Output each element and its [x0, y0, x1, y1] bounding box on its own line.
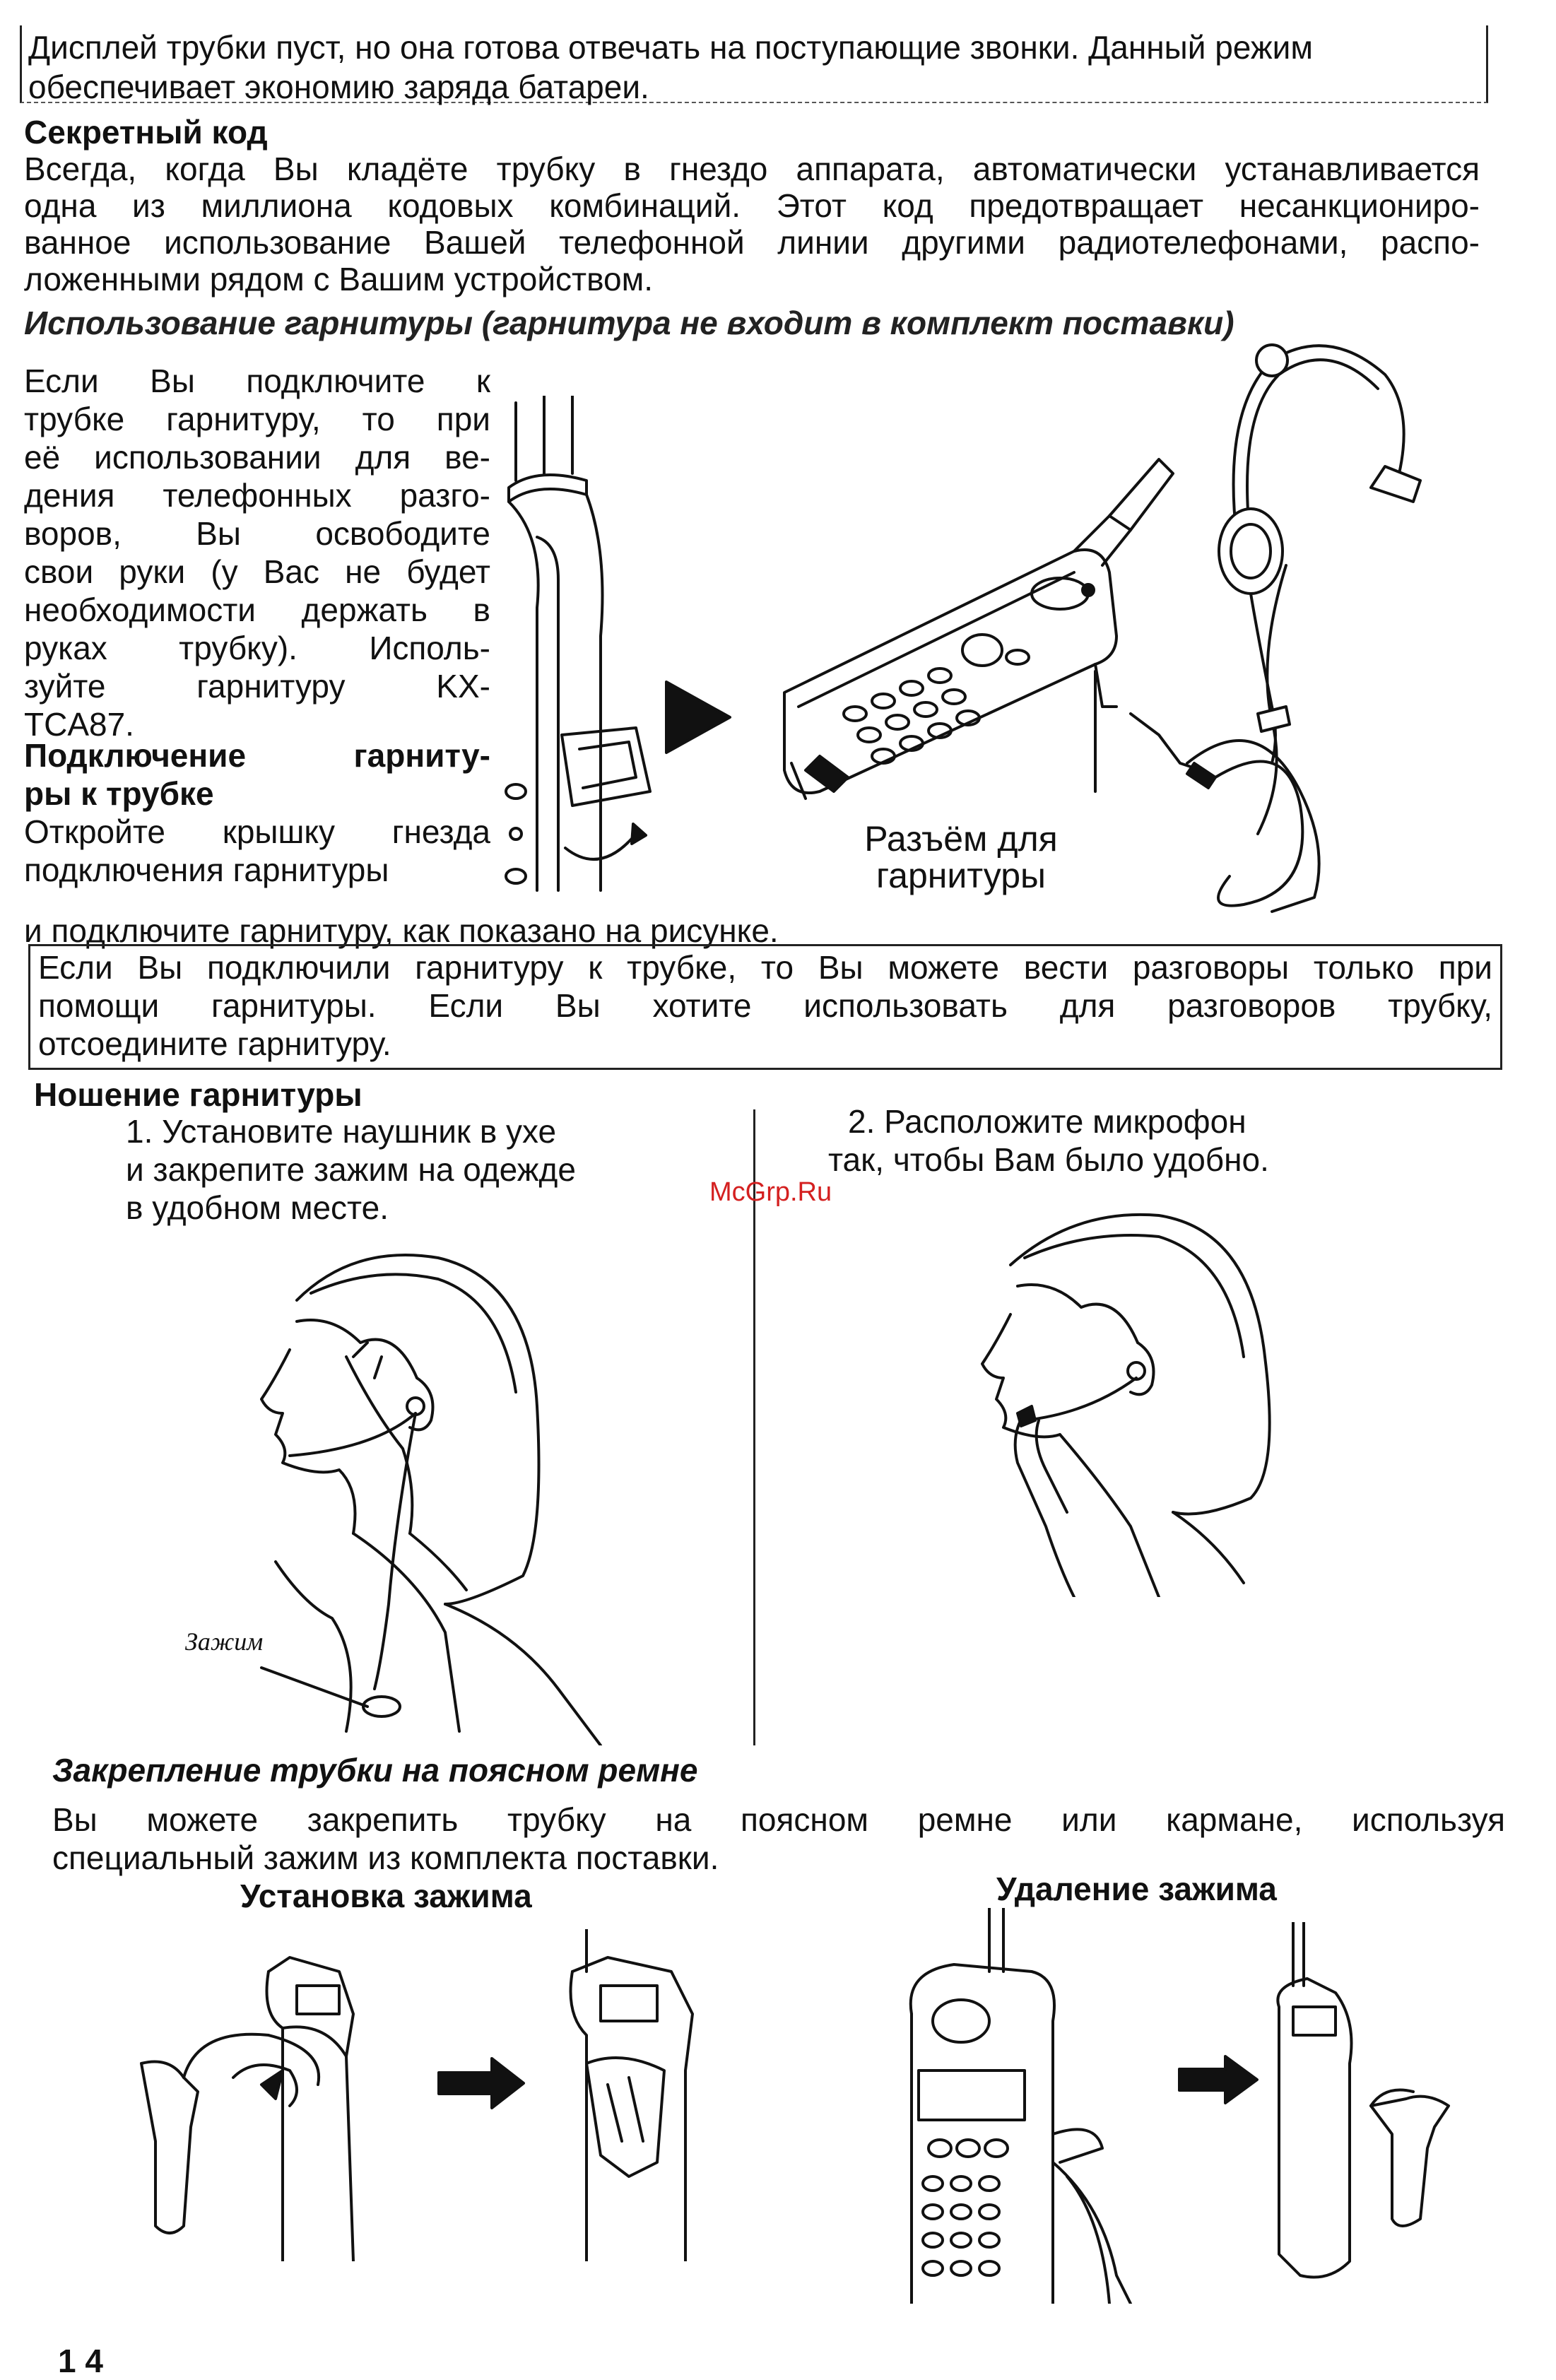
headset-note-line-2: помощи гарнитуры. Если Вы хотите использовать для разговоров трубку,	[38, 987, 1492, 1024]
headset-note-line-1: Если Вы подключили гарнитуру к трубке, то Вы можете вести разговоры только при	[38, 949, 1492, 986]
arrow-right-icon	[1176, 2055, 1261, 2104]
headset-intro-line-7: необходимости держать в	[24, 591, 490, 628]
connect-heading-line-2: ры к трубке	[24, 775, 214, 812]
remove-clip-step1-illustration	[890, 1908, 1166, 2304]
headset-note-line-3: отсоедините гарнитуру.	[38, 1025, 391, 1062]
top-note-line-2: обеспечивает экономию заряда батареи.	[28, 69, 649, 105]
wearing-step1-line-2: и закрепите зажим на одежде	[126, 1151, 576, 1188]
secret-code-heading: Секретный код	[24, 114, 268, 151]
remove-clip-step2-illustration	[1265, 1922, 1498, 2290]
headset-intro-line-1: Если Вы подключите к	[24, 363, 490, 399]
install-clip-title: Установка зажима	[240, 1878, 532, 1914]
headset-intro-line-6: свои руки (у Вас не будет	[24, 553, 490, 590]
headset-intro-line-8: руках трубку). Исполь-	[24, 630, 490, 666]
wearing-heading: Ношение гарнитуры	[34, 1076, 363, 1113]
wearing-step1-line-3: в удобном месте.	[126, 1189, 389, 1226]
belt-heading: Закрепление трубки на поясном ремне	[52, 1752, 698, 1789]
belt-line-2: специальный зажим из комплекта поставки.	[52, 1839, 719, 1876]
secret-code-line-1: Всегда, когда Вы кладёте трубку в гнездо аппарата, автоматически устанавливается	[24, 151, 1480, 187]
headset-intro-line-9: зуйте гарнитуру KX-	[24, 668, 490, 705]
arrow-right-icon	[435, 2055, 527, 2111]
secret-code-line-2: одна из миллиона кодовых комбинаций. Этот код предотвращает несанкциониро-	[24, 187, 1480, 224]
secret-code-line-4: ложенными рядом с Вашим устройством.	[24, 261, 653, 298]
page-number: 1 4	[58, 2343, 103, 2379]
belt-line-1: Вы можете закрепить трубку на поясном ремне или кармане, используя	[52, 1801, 1505, 1838]
headset-intro-line-5: воров, Вы освободите	[24, 515, 490, 552]
jack-caption-line-1: Разъём для	[864, 819, 1058, 859]
headset-heading: Использование гарнитуры (гарнитура не входит в комплект поставки)	[24, 305, 1234, 341]
headset-intro-line-2: трубке гарнитуру, то при	[24, 401, 490, 437]
connect-line-2: подключения гарнитуры	[24, 852, 389, 888]
wearing-step1-line-1: 1. Установите наушник в ухе	[126, 1113, 557, 1150]
headset-intro-line-4: дения телефонных разго-	[24, 477, 490, 514]
headset-intro-line-10: TCA87.	[24, 706, 134, 743]
connect-line-1: Откройте крышку гнезда	[24, 813, 490, 850]
wearing-step2-line-1: 2. Расположите микрофон	[848, 1103, 1246, 1140]
wearing-step2-line-2: так, чтобы Вам было удобно.	[828, 1141, 1269, 1178]
connect-heading-line-1: Подключение гарниту-	[24, 737, 490, 774]
headset-intro-line-3: её использовании для ве-	[24, 439, 490, 476]
remove-clip-title: Удаление зажима	[996, 1871, 1277, 1907]
watermark: McGrp.Ru	[709, 1177, 832, 1207]
secret-code-line-3: ванное использование Вашей телефонной линии другими радиотелефонами, распо-	[24, 224, 1480, 261]
install-clip-step2-illustration	[558, 1929, 728, 2261]
top-note-line-1: Дисплей трубки пуст, но она готова отвечать на поступающие звонки. Данный режим	[28, 29, 1313, 66]
install-clip-step1-illustration	[127, 1929, 382, 2261]
woman-adjusting-mic-illustration	[947, 1201, 1442, 1597]
arrow-right-icon	[663, 678, 733, 756]
handset-side-illustration	[495, 396, 664, 905]
clip-label: Зажим	[185, 1627, 264, 1656]
woman-wearing-headset-illustration	[233, 1237, 700, 1745]
connect-tail: и подключите гарнитуру, как показано на рисунке.	[24, 912, 779, 949]
jack-caption-line-2: гарнитуры	[876, 856, 1046, 895]
